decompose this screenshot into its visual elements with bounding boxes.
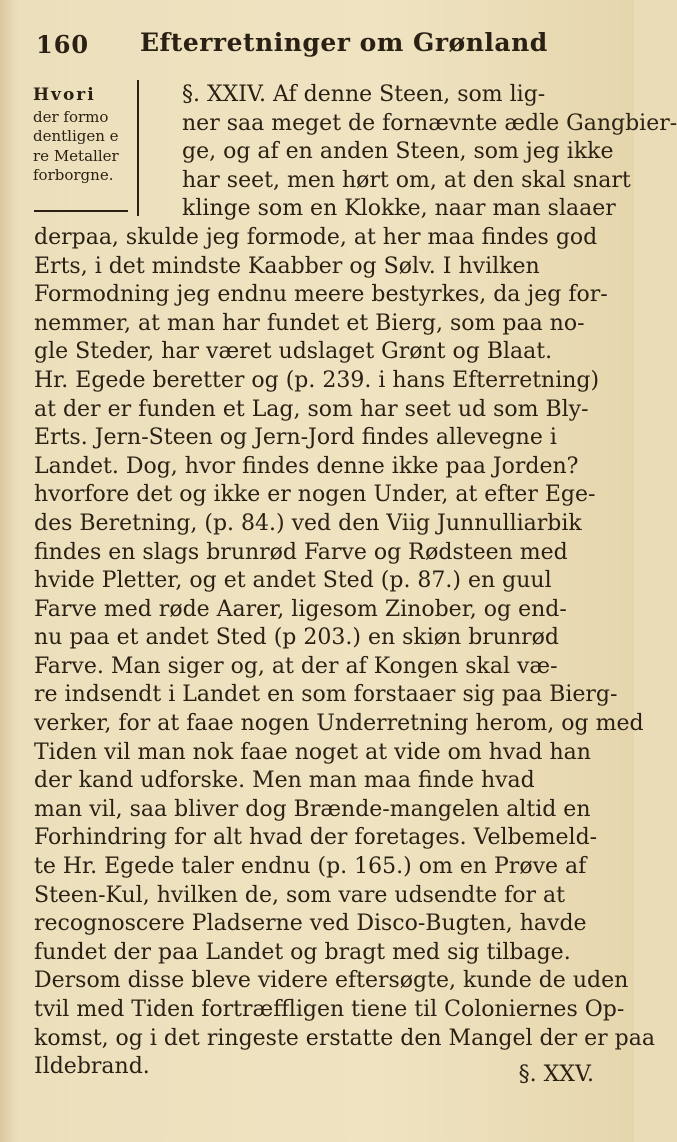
- text-line: verker, for at faae nogen Underretning herom, og med: [34, 711, 644, 737]
- text-line: nu paa et andet Sted (p 203.) en skiøn brunrød: [34, 625, 559, 651]
- text-line: klinge som en Klokke, naar man slaaer: [182, 196, 616, 222]
- margin-note-line: re Metaller: [33, 146, 119, 165]
- text-line: Farve. Man siger og, at der af Kongen skal væ-: [34, 653, 558, 679]
- text-line: Farve med røde Aarer, ligesom Zinober, og end-: [34, 596, 567, 622]
- text-line: man vil, saa bliver dog Brænde-mangelen altid en: [34, 796, 591, 822]
- body-text: [34, 81, 677, 1082]
- text-line: Erts. Jern-Steen og Jern-Jord findes allevegne i: [34, 425, 557, 451]
- text-line: te Hr. Egede taler endnu (p. 165.) om en Prøve af: [34, 854, 587, 880]
- text-line: tvil med Tiden fortræffligen tiene til Coloniernes Op-: [34, 997, 625, 1022]
- text-line: §. XXIV. Af denne Steen, som lig-: [182, 82, 546, 107]
- margin-note-line: der formo: [33, 107, 109, 126]
- text-line: komst, og i det ringeste erstatte den Mangel der er paa: [34, 1025, 655, 1051]
- text-line: gle Steder, har været udslaget Grønt og Blaat.: [34, 339, 553, 365]
- margin-note-line: forborgne.: [33, 166, 114, 184]
- text-line: Steen-Kul, hvilken de, som vare udsendte for at: [34, 882, 565, 908]
- text-line: Formodning jeg endnu meere bestyrkes, da jeg for-: [34, 282, 608, 308]
- text-line: Erts, i det mindste Kaabber og Sølv. I hvilken: [34, 253, 540, 279]
- text-line: Dersom disse bleve videre eftersøgte, kunde de uden: [34, 968, 629, 994]
- text-line: Hr. Egede beretter og (p. 239. i hans Efterretning): [34, 367, 600, 393]
- text-line: har seet, men hørt om, at den skal snart: [182, 167, 631, 193]
- text-line: ner saa meget de fornævnte ædle Gangbier-: [182, 110, 677, 136]
- text-line: Forhindring for alt hvad der foretages. Velbemeld-: [34, 825, 598, 851]
- text-line: hvorfore det og ikke er nogen Under, at efter Ege-: [34, 482, 596, 508]
- text-line: hvide Pletter, og et andet Sted (p. 87.) en guul: [34, 568, 552, 594]
- page-header: [0, 30, 634, 70]
- text-line: findes en slags brunrød Farve og Rødsteen med: [34, 539, 568, 565]
- margin-note-line: Hvori: [33, 85, 96, 105]
- page-number: 160: [36, 30, 90, 59]
- text-line: des Beretning, (p. 84.) ved den Viig Junnulliarbik: [34, 510, 582, 536]
- running-head: Efterretninger om Grønland: [140, 28, 548, 57]
- catchword: §. XXV.: [518, 1062, 594, 1087]
- text-line: ge, og af en anden Steen, som jeg ikke: [182, 139, 614, 165]
- text-line: Ildebrand.: [34, 1054, 150, 1080]
- text-line: nemmer, at man har fundet et Bierg, som paa no-: [34, 310, 585, 336]
- text-line: der kand udforske. Men man maa finde hvad: [34, 768, 535, 794]
- text-line: fundet der paa Landet og bragt med sig tilbage.: [34, 939, 571, 965]
- margin-note-line: dentligen e: [33, 127, 119, 145]
- text-line: Tiden vil man nok faae noget at vide om hvad han: [34, 739, 591, 765]
- text-line: Landet. Dog, hvor findes denne ikke paa Jorden?: [34, 453, 579, 479]
- text-line: re indsendt i Landet en som forstaaer sig paa Bierg-: [34, 682, 618, 708]
- text-line: at der er funden et Lag, som har seet ud som Bly-: [34, 396, 589, 422]
- text-line: recognoscere Pladserne ved Disco-Bugten, havde: [34, 911, 587, 937]
- text-line: derpaa, skulde jeg formode, at her maa findes god: [34, 224, 598, 250]
